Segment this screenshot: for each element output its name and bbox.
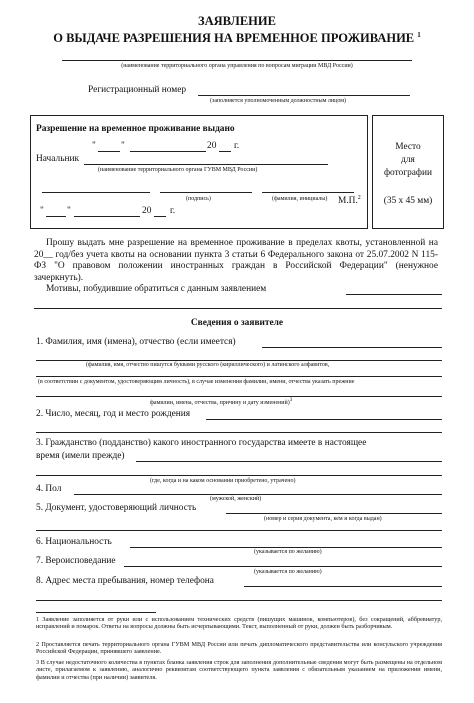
- q1-line-4[interactable]: [36, 396, 442, 397]
- permit-year-suffix: г.: [234, 141, 240, 151]
- q1-caption-2: (в соответствии с документом, удостоверяющим личность), в случае изменения фамилии, имени, отчества указать прежние: [38, 379, 355, 385]
- q3-caption: (где, когда и на каком основании приобретено, утрачено): [150, 478, 296, 484]
- photo-size: (35 х 45 мм): [383, 196, 433, 206]
- chief-label: Начальник: [36, 154, 80, 164]
- q1-line-2[interactable]: [36, 360, 442, 361]
- q1-label: 1. Фамилия, имя (имена), отчество (если имеется): [36, 337, 236, 347]
- q7-label: 7. Вероисповедание: [36, 556, 116, 566]
- organ-name-line[interactable]: [62, 60, 412, 61]
- permit-date-open-quote: ": [92, 141, 96, 151]
- q6-caption: (указывается по желанию): [254, 549, 322, 555]
- permit-date2-year-prefix: 20: [142, 206, 152, 216]
- q3-label-line2: время (имели прежде): [36, 451, 125, 461]
- q1-caption-3-text: фамилии, имена, отчества, причину и дату изменений): [150, 400, 290, 406]
- footnote-ref-2: 2: [357, 195, 361, 201]
- footnote-separator: [36, 612, 156, 613]
- photo-line2: для: [401, 155, 415, 165]
- stamp-mp-text: М.П.: [338, 196, 358, 207]
- permit-date2-close-quote: ": [67, 206, 71, 216]
- q8-label: 8. Адрес места пребывания, номер телефона: [36, 576, 214, 586]
- q1-caption-1: (фамилия, имя, отчество пишутся буквами русского (кириллического) и латинского алфавитов,: [86, 362, 330, 368]
- q3-label-line1: 3. Гражданство (подданство) какого иностранного государства имеете в настоящее: [36, 438, 367, 448]
- q5-line-2[interactable]: [36, 530, 442, 531]
- chief-organ-caption: (наименование территориального органа ГУВМ МВД России): [98, 167, 258, 173]
- permit-year-line[interactable]: [219, 151, 231, 152]
- motives-label: Мотивы, побудившие обратиться с данным заявлением: [46, 284, 267, 294]
- footnote-ref-1: 1: [417, 31, 421, 39]
- document-title-text: О ВЫДАЧЕ РАЗРЕШЕНИЯ НА ВРЕМЕННОЕ ПРОЖИВАНИЕ: [53, 31, 415, 46]
- permit-date2-suffix: г.: [170, 206, 176, 216]
- q5-label: 5. Документ, удостоверяющий личность: [36, 503, 197, 513]
- document-title-line2: [0, 31, 474, 46]
- q6-label: 6. Национальность: [36, 537, 112, 547]
- permit-heading: Разрешение на временное проживание выдано: [36, 124, 235, 134]
- permit-date2-month-line[interactable]: [74, 216, 140, 217]
- q3-line-2[interactable]: [36, 475, 442, 476]
- signature-caption: (подпись): [186, 196, 211, 202]
- q4-line[interactable]: [74, 494, 442, 495]
- permit-date2-day-line[interactable]: [46, 216, 66, 217]
- permit-day-line[interactable]: [98, 151, 120, 152]
- photo-line3: фотографии: [383, 168, 433, 178]
- q7-caption: (указывается по желанию): [254, 569, 322, 575]
- footnote-ref-3: 3: [289, 398, 293, 403]
- q2-line-1[interactable]: [206, 419, 442, 420]
- q5-caption: (номер и серия документа, кем и когда выдан): [264, 516, 382, 522]
- permit-year-prefix: 20: [207, 141, 217, 151]
- q2-line-2[interactable]: [36, 432, 442, 433]
- q5-line-1[interactable]: [226, 513, 442, 514]
- request-paragraph: Прошу выдать мне разрешение на временное проживание в пределах квоты, установленной на 20__ год/без учета квоты на основании пункта 3 статьи 6 Федерального закона от 25.07.2002 N 115-ФЗ "О правовом положении иностранных граждан в Российской Федерации" (ненужное зачеркнуть).: [34, 238, 438, 283]
- permit-date2-year-line[interactable]: [154, 216, 166, 217]
- footnote-3: 3 В случае недостаточного количества в пунктах бланка заявления строк для заполнения дополнительные сведения могут быть размещены на отдельном листе, прилагаемом к заявлению, аналогично реквизитам соответствующего пункта заявления с обязательным указанием на приложении имени, фамилии и отчества (при наличии) заявителя.: [36, 659, 442, 681]
- permit-date-close-quote: ": [121, 141, 125, 151]
- motives-line-2[interactable]: [34, 308, 442, 309]
- q8-line-2[interactable]: [36, 600, 442, 601]
- permit-name-line[interactable]: [262, 192, 354, 193]
- photo-line1: Место: [395, 142, 421, 152]
- reg-number-label: Регистрационный номер: [88, 85, 187, 95]
- permit-signature-line[interactable]: [160, 192, 252, 193]
- q4-caption: (мужской, женский): [210, 496, 262, 502]
- q4-label: 4. Пол: [36, 484, 62, 494]
- q7-line[interactable]: [124, 566, 442, 567]
- q2-label: 2. Число, месяц, год и место рождения: [36, 409, 191, 419]
- q1-line-3[interactable]: [36, 376, 442, 377]
- permit-blank-line[interactable]: [42, 192, 150, 193]
- name-initials-caption: (фамилия, инициалы): [272, 196, 328, 202]
- chief-organ-line[interactable]: [84, 164, 328, 165]
- document-title-line1: ЗАЯВЛЕНИЕ: [198, 14, 276, 28]
- permit-date2-open-quote: ": [40, 206, 44, 216]
- reg-number-line[interactable]: [198, 95, 410, 96]
- stamp-mp-label: [338, 195, 361, 206]
- q1-line-1[interactable]: [262, 347, 442, 348]
- permit-month-line[interactable]: [130, 151, 206, 152]
- footnote-1: 1 Заявление заполняется от руки или с использованием технических средств (пишущих машинок, компьютеров), без сокращений, аббревиатур, исправлений и помарок. Ответы на вопросы должны быть исчерпывающими. Текст, выполненный от руки, должен быть разборчивым.: [36, 616, 442, 631]
- organ-name-caption: (наименование территориального органа управления по вопросам миграции МВД России): [121, 63, 353, 69]
- reg-number-caption: (заполняется уполномоченным должностным лицом): [210, 98, 347, 104]
- q1-caption-3: [150, 398, 292, 406]
- motives-line-1[interactable]: [346, 294, 442, 295]
- applicant-heading: Сведения о заявителе: [190, 318, 284, 328]
- q6-line[interactable]: [130, 547, 442, 548]
- footnote-2: 2 Проставляется печать территориального органа ГУВМ МВД России или печать дипломатического представительства или консульского учреждения Российской Федерации, принявшего заявление.: [36, 641, 442, 656]
- q8-line-1[interactable]: [244, 586, 442, 587]
- q3-line-1[interactable]: [136, 461, 442, 462]
